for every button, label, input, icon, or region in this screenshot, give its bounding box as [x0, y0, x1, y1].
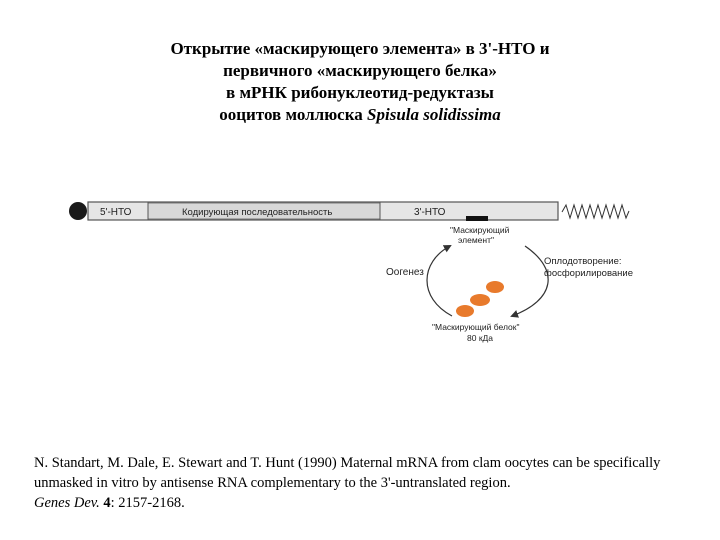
poly-a-tail [562, 205, 629, 218]
masking-element-mark [466, 216, 488, 221]
masking-protein-blob [470, 294, 490, 306]
five-prime-cap [69, 202, 87, 220]
fertilization-arrow [512, 246, 548, 316]
journal-volume: 4 [103, 495, 111, 511]
citation-text: N. Standart, M. Dale, E. Stewart and T. Hunt (1990) Maternal mRNA from clam oocytes can be specifically unmasked in vitro by antisense RNA complementary to the 3'-untranslated region. [34, 455, 661, 491]
masking-element-label-1: "Маскирующий [450, 225, 510, 235]
utr3-label: 3'-НТО [414, 207, 446, 218]
coding-sequence-label: Кодирующая последовательность [182, 207, 333, 218]
title-line-1: Открытие «маскирующего элемента» в 3'-НТО и [170, 39, 550, 58]
citation [34, 453, 694, 513]
masking-protein-label-2: 80 кДа [467, 333, 494, 343]
masking-protein-blob [486, 281, 504, 293]
title-prefix: ооцитов моллюска [219, 105, 368, 124]
fertilization-label-1: Оплодотворение: [544, 256, 622, 267]
oogenesis-arrow [427, 246, 452, 316]
journal-pages: : 2157-2168. [110, 495, 185, 511]
journal-name: Genes Dev. [34, 495, 100, 511]
masking-protein-blob [456, 305, 474, 317]
oogenesis-label: Оогенез [386, 267, 424, 278]
masking-protein-label-1: "Маскирующий белок" [432, 322, 520, 332]
title-line-3: в мРНК рибонуклеотид-редуктазы [226, 83, 494, 102]
species-name: Spisula solidissima [367, 105, 501, 124]
utr5-label: 5'-НТО [100, 207, 132, 218]
fertilization-label-2: фосфорилирование [544, 268, 634, 279]
masking-element-label-2: элемент" [458, 235, 495, 245]
title-line-2: первичного «маскирующего белка» [223, 61, 497, 80]
